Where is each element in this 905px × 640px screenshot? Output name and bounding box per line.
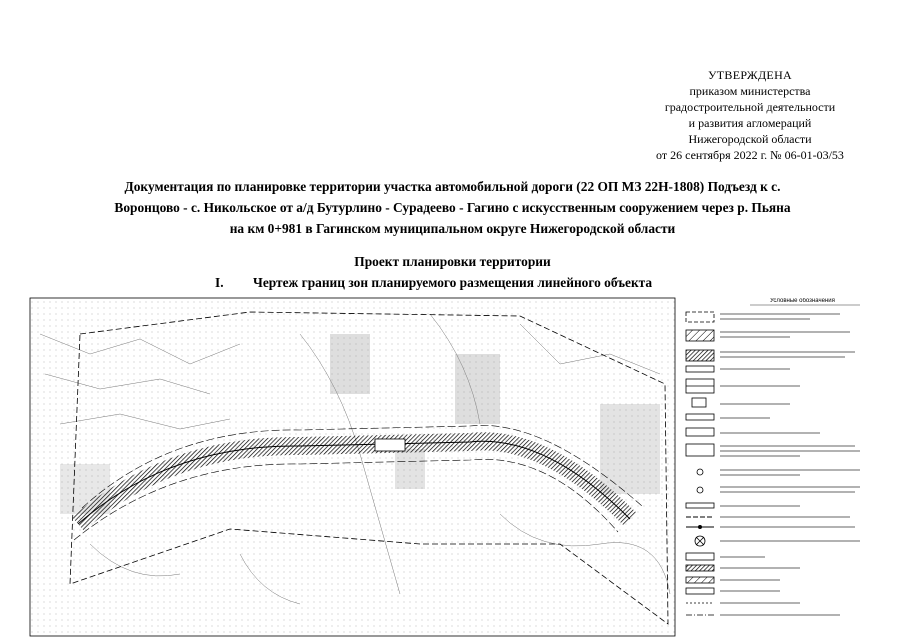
legend-symbol xyxy=(686,565,800,571)
approval-line: от 26 сентября 2022 г. № 06-01-03/53 xyxy=(656,148,844,162)
legend-symbol xyxy=(697,487,860,493)
legend-symbol xyxy=(686,350,855,361)
bridge-structure xyxy=(375,439,405,451)
approval-line: приказом министерства xyxy=(689,84,811,98)
legend-symbol xyxy=(697,469,860,475)
map-area xyxy=(30,298,675,636)
legend-symbol xyxy=(686,553,765,560)
legend-symbol xyxy=(686,428,820,436)
legend-symbol xyxy=(686,588,780,594)
legend-symbol xyxy=(686,525,855,529)
legend-symbol xyxy=(686,577,780,583)
document-title-line: на км 0+981 в Гагинском муниципальном округе Нижегородской области xyxy=(229,221,676,236)
legend-symbol xyxy=(686,330,850,341)
legend-symbol xyxy=(686,379,800,393)
approval-title: УТВЕРЖДЕНА xyxy=(707,68,792,82)
approval-block xyxy=(600,67,900,163)
legend-heading: Условные обозначения xyxy=(770,298,835,304)
legend-symbol xyxy=(692,398,790,407)
legend-symbol xyxy=(686,414,770,420)
legend-symbol xyxy=(686,312,840,322)
approval-line: и развития агломераций xyxy=(688,116,812,130)
legend-symbol xyxy=(686,503,800,508)
approval-line: градостроительной деятельности xyxy=(664,100,836,114)
planning-drawing xyxy=(0,294,905,640)
drawing-title: Чертеж границ зон планируемого размещения линейного объекта xyxy=(253,275,653,290)
project-title: Проект планировки территории xyxy=(354,254,551,269)
document-title xyxy=(40,176,865,239)
drawing-heading xyxy=(215,275,875,291)
legend-symbol xyxy=(686,444,860,456)
legend-symbol xyxy=(695,536,860,546)
document-title-line: Воронцово - с. Никольское от а/д Бутурлино - Сурадеево - Гагино с искусственным сооружением через р. Пьяна xyxy=(114,200,791,215)
approval-line: Нижегородской области xyxy=(688,132,812,146)
legend-symbol xyxy=(686,366,790,372)
document-title-line: Документация по планировке территории участка автомобильной дороги (22 ОП МЗ 22Н-1808) Подъезд к с. xyxy=(124,179,781,194)
drawing-number: I. xyxy=(215,275,224,290)
legend xyxy=(686,298,860,615)
